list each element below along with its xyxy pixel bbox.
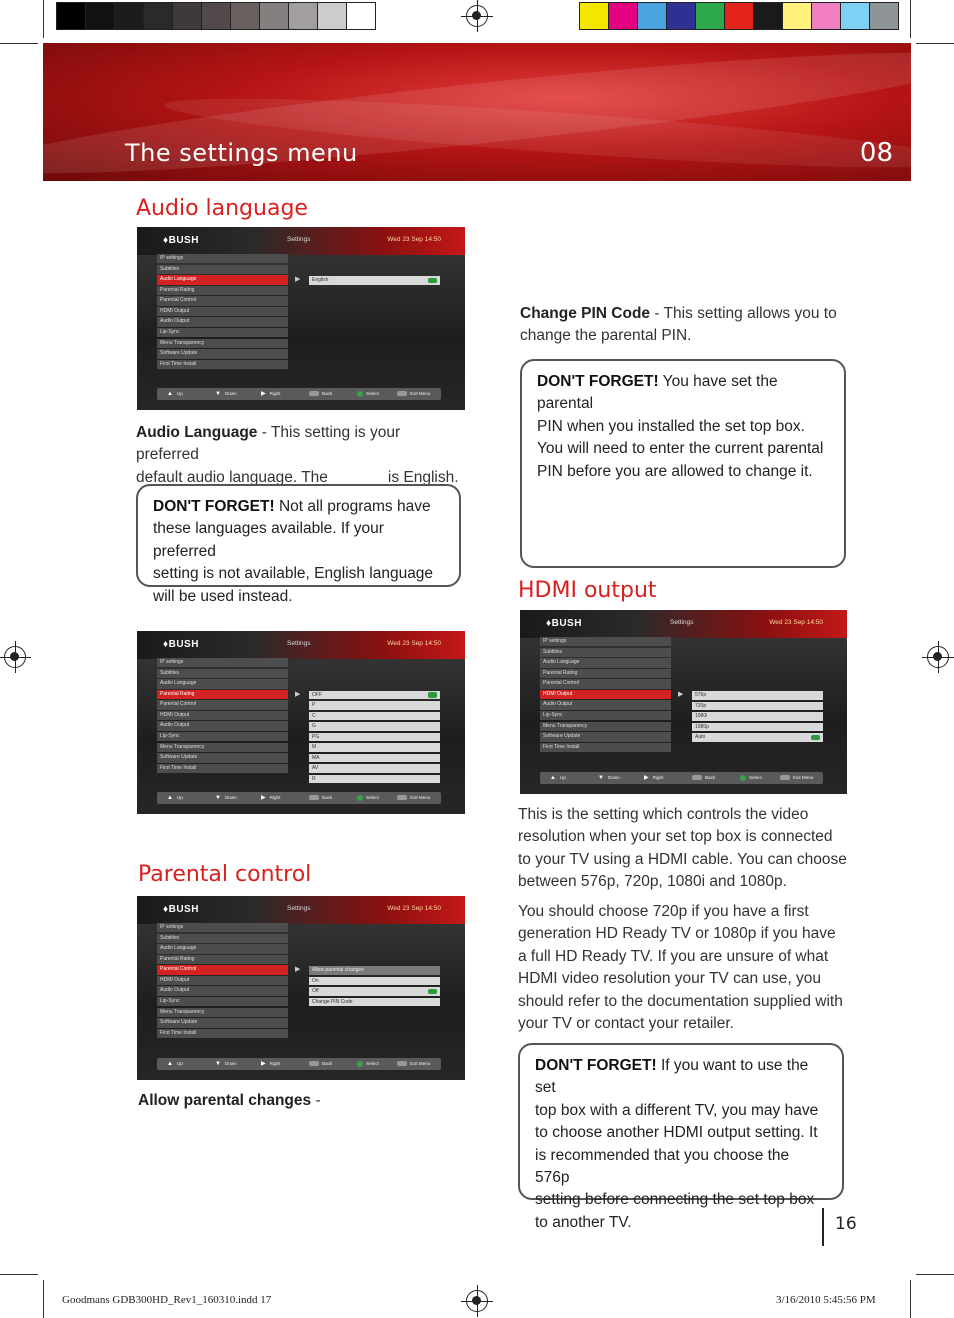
tv-button-bar [540,772,823,784]
up-arrow-icon: ▲ [167,391,173,397]
page-number: 16 [835,1214,857,1234]
tv-option-list [309,276,440,287]
hdmi-description-2: You should choose 720p if you have a first generation HD Ready TV or 1080p if you have a full HD Ready TV. If you are unsure of what HDMI video resolution your TV can use, you should refer to the documentation supplied with your TV or contact your retailer. [518,903,843,1033]
tv-screenshot-audio-language [137,227,465,410]
tv-option-item[interactable]: G [309,722,440,731]
pointer-arrow-icon: ▶ [295,276,301,284]
tv-option-item[interactable]: P [309,701,440,710]
registration-mark-icon [4,646,26,668]
tv-option-item[interactable]: 720p [692,702,823,711]
tv-menu-item[interactable]: IP settings [157,923,288,932]
footer-filename: Goodmans GDB300HD_Rev1_160310.indd 17 [62,1294,272,1306]
color-swatch [114,2,144,30]
page-number-divider [822,1208,824,1246]
color-swatch [259,2,289,30]
registration-mark-icon [466,5,488,27]
right-arrow-icon: ▶ [261,391,266,397]
tv-menu-item[interactable]: IP settings [157,254,288,263]
tv-option-item[interactable]: OFF [309,691,440,700]
crop-mark [0,43,38,44]
tv-option-item[interactable]: On [309,977,440,986]
color-swatch [288,2,318,30]
parental-control-description: Allow parental changes - [138,1092,321,1109]
tv-menu-item[interactable]: IP settings [540,637,671,646]
dont-forget-box-pin: DON'T FORGET! You have set the parental PIN when you installed the set top box. You will need to enter the current parental PIN before you are allowed to change it. [520,359,846,568]
section-heading-audio-language: Audio language [136,196,308,221]
color-swatch [637,2,667,30]
color-swatch [811,2,841,30]
color-swatch [56,2,86,30]
tv-menu-item[interactable]: Parental Rating [157,955,288,964]
color-swatch [172,2,202,30]
select-button[interactable]: Select [357,1058,379,1070]
tv-menu-item[interactable]: Parental Control [157,296,288,305]
back-key-icon [692,775,702,780]
back-button[interactable]: Back [309,792,332,804]
color-swatch [230,2,260,30]
exit-menu-button[interactable]: Exit Menu [397,388,430,400]
right-arrow-icon: ▶ [261,1061,266,1067]
tv-screen-title: Settings [287,236,311,243]
tv-option-list [309,966,440,1008]
chapter-number: 08 [859,138,893,168]
section-heading-hdmi-output: HDMI output [518,578,657,603]
tv-option-item[interactable]: MA [309,754,440,763]
back-key-icon [309,795,319,800]
color-swatch [666,2,696,30]
bush-logo: ♦BUSH [163,904,199,915]
up-arrow-icon: ▲ [167,1061,173,1067]
tv-menu-item[interactable]: First Time Install [157,360,288,369]
right-button[interactable]: ▶ Right [261,792,280,804]
tv-settings-menu [157,923,288,1039]
tv-date: Wed 23 Sep 14:50 [387,640,441,647]
color-swatch [346,2,376,30]
select-button[interactable]: Select [740,772,762,784]
tv-menu-item[interactable]: Software Update [540,732,671,741]
back-key-icon [309,391,319,396]
pointer-arrow-icon: ▶ [295,690,301,698]
tv-button-bar [157,792,441,804]
color-swatch [782,2,812,30]
tv-menu-item[interactable]: Subtitles [157,934,288,943]
tv-menu-item[interactable]: Software Update [157,1018,288,1027]
pointer-arrow-icon: ▶ [295,966,301,974]
exit-menu-button[interactable]: Exit Menu [397,1058,430,1070]
up-button[interactable]: ▲ Up [167,1058,183,1070]
chapter-banner [43,43,911,181]
footer-timestamp: 3/16/2010 5:45:56 PM [776,1294,876,1306]
tv-menu-item[interactable]: Lip-Sync [540,711,671,720]
down-button[interactable]: ▼ Down [215,1058,237,1070]
tv-menu-item[interactable]: Audio Language [157,944,288,953]
tv-menu-item[interactable]: Software Update [157,349,288,358]
back-button[interactable]: Back [309,1058,332,1070]
tv-option-item[interactable]: Auto [692,733,823,742]
tv-option-item[interactable]: 1080p [692,723,823,732]
tv-option-item[interactable]: R [309,775,440,784]
down-arrow-icon: ▼ [215,795,221,801]
tv-option-item[interactable]: AV [309,764,440,773]
selected-check-icon [811,735,820,741]
color-swatch [201,2,231,30]
audio-language-description: Audio Language - This setting is your preferred default audio language. The is English. [136,424,459,486]
registration-mark-icon [466,1290,488,1312]
tv-menu-item[interactable]: Audio Output [157,317,288,326]
tv-option-item[interactable]: PG [309,733,440,742]
tv-menu-item[interactable]: First Time Install [540,743,671,752]
tv-option-item[interactable]: 576p [692,691,823,700]
selected-check-icon [428,989,437,995]
tv-button-bar [157,1058,441,1070]
exit-menu-button[interactable]: Exit Menu [780,772,813,784]
tv-option-list [309,691,440,786]
tv-menu-item[interactable]: Parental Rating [540,669,671,678]
tv-option-item[interactable]: Change PIN Code [309,998,440,1007]
exit-menu-button[interactable]: Exit Menu [397,792,430,804]
crop-mark [916,1274,954,1275]
tv-option-item[interactable]: 1080i [692,712,823,721]
select-key-icon [357,391,363,397]
crop-mark [910,0,911,38]
tv-menu-item[interactable]: Audio Language [157,679,288,688]
down-arrow-icon: ▼ [598,775,604,781]
tv-menu-item[interactable]: Parental Control [157,965,288,974]
tv-option-item[interactable]: Off [309,987,440,996]
color-swatch [608,2,638,30]
tv-screen-title: Settings [287,640,311,647]
down-button[interactable]: ▼ Down [598,772,620,784]
bush-logo: ♦BUSH [163,639,199,650]
exit-key-icon [397,391,407,396]
tv-menu-item[interactable]: Subtitles [157,669,288,678]
dont-forget-box-audio: DON'T FORGET! Not all programs have these languages available. If your preferred setting is not available, English language will be used instead. [136,484,461,587]
up-button[interactable]: ▲ Up [550,772,566,784]
right-arrow-icon: ▶ [261,795,266,801]
tv-button-bar [157,388,441,400]
color-swatch [143,2,173,30]
down-arrow-icon: ▼ [215,1061,221,1067]
up-arrow-icon: ▲ [550,775,556,781]
crop-mark [43,0,44,38]
color-swatch [317,2,347,30]
tv-screen-title: Settings [670,619,694,626]
tv-menu-item[interactable]: IP settings [157,658,288,667]
tv-menu-item[interactable]: HDMI Output [157,711,288,720]
select-key-icon [357,1061,363,1067]
tv-option-list [692,691,823,744]
select-button[interactable]: Select [357,388,379,400]
tv-option-item[interactable]: M [309,743,440,752]
right-button[interactable]: ▶ Right [261,388,280,400]
tv-menu-item[interactable]: Lip-Sync [157,732,288,741]
hdmi-description-1: This is the setting which controls the video resolution when your set top box is connected to your TV using a HDMI cable. You can choose between 576p, 720p, 1080i and 1080p. [518,806,847,891]
tv-settings-menu [157,254,288,370]
tv-menu-item[interactable]: Parental Control [157,700,288,709]
select-button[interactable]: Select [357,792,379,804]
right-arrow-icon: ▶ [644,775,649,781]
exit-key-icon [397,1061,407,1066]
select-key-icon [740,775,746,781]
crop-mark [910,1280,911,1318]
down-arrow-icon: ▼ [215,391,221,397]
down-button[interactable]: ▼ Down [215,792,237,804]
tv-menu-item[interactable]: Parental Control [540,679,671,688]
tv-menu-item[interactable]: Audio Language [157,275,288,284]
tv-option-item[interactable]: English [309,276,440,285]
tv-option-item[interactable]: Allow parental changes [309,966,440,975]
registration-mark-icon [927,646,949,668]
tv-screenshot-parental-rating [137,631,465,814]
dont-forget-box-hdmi: DON'T FORGET! If you want to use the set top box with a different TV, you may have to choose another HDMI output setting. It is recommended that you choose the 576p setting before connecting the set top box to another TV. [518,1043,844,1200]
crop-mark [0,1274,38,1275]
color-swatch [85,2,115,30]
tv-settings-menu [157,658,288,774]
bush-logo: ♦BUSH [546,618,582,629]
tv-menu-item[interactable]: First Time Install [157,764,288,773]
right-button[interactable]: ▶ Right [644,772,663,784]
tv-date: Wed 23 Sep 14:50 [387,236,441,243]
crop-mark [916,43,954,44]
up-arrow-icon: ▲ [167,795,173,801]
color-swatch [869,2,899,30]
select-key-icon [357,795,363,801]
tv-menu-item[interactable]: Parental Rating [157,286,288,295]
tv-menu-item[interactable]: Audio Output [157,721,288,730]
tv-menu-item[interactable]: Parental Rating [157,690,288,699]
selected-check-icon [428,692,437,698]
tv-menu-item[interactable]: Audio Output [157,986,288,995]
section-heading-parental-control: Parental control [138,862,312,887]
tv-settings-menu [540,637,671,753]
tv-menu-item[interactable]: Menu Transparency [157,1008,288,1017]
tv-option-item[interactable]: C [309,712,440,721]
crop-mark [43,1280,44,1318]
color-swatch [753,2,783,30]
tv-screen-title: Settings [287,905,311,912]
tv-menu-item[interactable]: Menu Transparency [157,743,288,752]
color-swatch [840,2,870,30]
back-button[interactable]: Back [692,772,715,784]
color-swatch [724,2,754,30]
tv-menu-item[interactable]: HDMI Output [157,307,288,316]
right-button[interactable]: ▶ Right [261,1058,280,1070]
exit-key-icon [397,795,407,800]
tv-screenshot-parental-control [137,896,465,1080]
tv-date: Wed 23 Sep 14:50 [769,619,823,626]
color-swatch [579,2,609,30]
change-pin-description: Change PIN Code - This setting allows you to change the parental PIN. [520,305,837,345]
back-key-icon [309,1061,319,1066]
tv-date: Wed 23 Sep 14:50 [387,905,441,912]
tv-menu-item[interactable]: Menu Transparency [157,339,288,348]
page-title: The settings menu [125,139,358,167]
tv-menu-item[interactable]: Audio Output [540,700,671,709]
tv-menu-item[interactable]: Software Update [157,753,288,762]
selected-check-icon [428,278,437,284]
tv-menu-item[interactable]: Menu Transparency [540,722,671,731]
tv-screenshot-hdmi-output [520,610,847,794]
pointer-arrow-icon: ▶ [678,691,684,698]
up-button[interactable]: ▲ Up [167,792,183,804]
tv-menu-item[interactable]: Subtitles [540,648,671,657]
down-button[interactable]: ▼ Down [215,388,237,400]
tv-menu-item[interactable]: First Time Install [157,1029,288,1038]
color-swatch [695,2,725,30]
tv-menu-item[interactable]: Audio Language [540,658,671,667]
tv-menu-item[interactable]: Subtitles [157,265,288,274]
tv-menu-item[interactable]: HDMI Output [540,690,671,699]
back-button[interactable]: Back [309,388,332,400]
up-button[interactable]: ▲ Up [167,388,183,400]
tv-menu-item[interactable]: HDMI Output [157,976,288,985]
bush-logo: ♦BUSH [163,235,199,246]
exit-key-icon [780,775,790,780]
tv-menu-item[interactable]: Lip-Sync [157,997,288,1006]
tv-menu-item[interactable]: Lip-Sync [157,328,288,337]
